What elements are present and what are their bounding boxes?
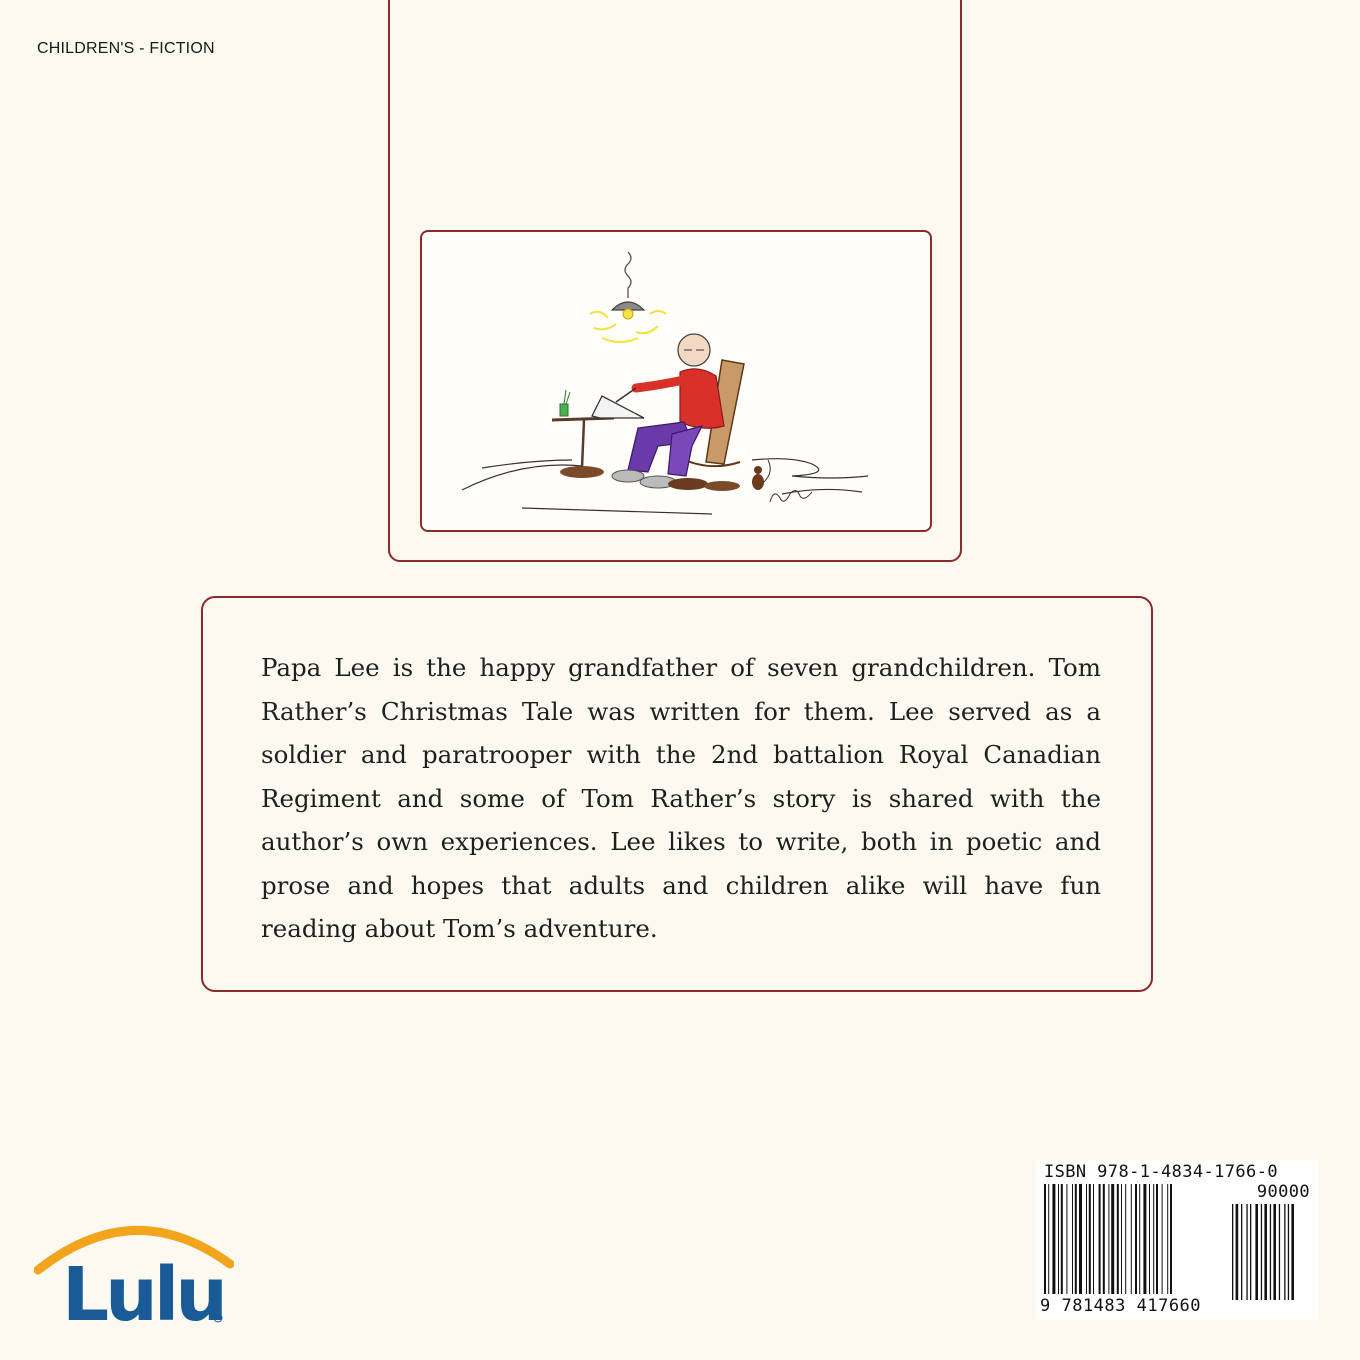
author-blurb: Papa Lee is the happy grandfather of seven grandchildren. Tom Rather’s Christmas Tale was written for them. Lee served as a soldier and paratrooper with the 2nd battalion Royal Canadian Regiment and some of Tom Rather’s story is shared with the author’s own experiences. Lee likes to write, both in poetic and prose and hopes that adults and children alike will have fun reading about Tom’s adventure. [261,653,1101,943]
logo-text: Lulu [62,1252,224,1330]
blurb-box [201,596,1153,992]
author-illustration [420,230,932,532]
barcode [1036,1160,1318,1320]
price-code: 90000 [1256,1182,1310,1202]
category-label: CHILDREN'S - FICTION [37,40,215,57]
illustration-drawing [422,232,930,530]
isbn-label: ISBN 978-1-4834-1766-0 [1044,1162,1278,1182]
barcode-digits: 9 781483 417660 [1040,1296,1202,1316]
lulu-logo [34,1212,234,1330]
